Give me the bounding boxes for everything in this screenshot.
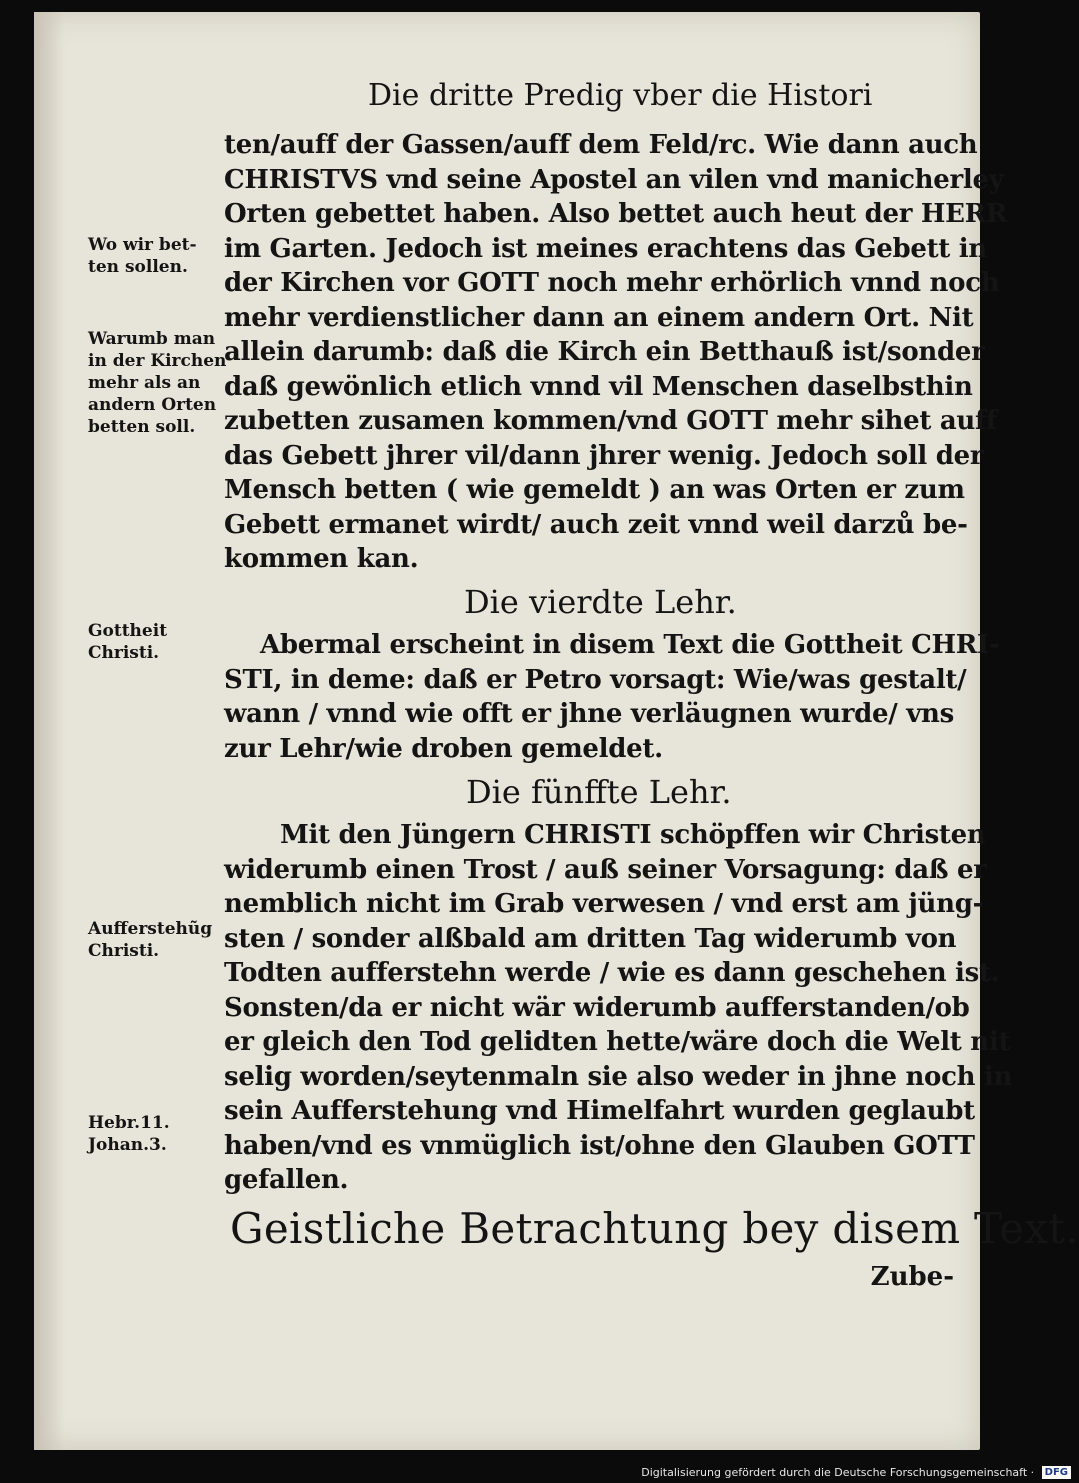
margin-note-line: Aufferstehũg bbox=[88, 919, 213, 939]
margin-note-line: ten sollen. bbox=[88, 257, 188, 277]
document-page bbox=[34, 12, 1079, 1450]
margin-note-line: in der Kirchen bbox=[88, 351, 227, 371]
margin-note-line: Christi. bbox=[88, 643, 160, 663]
text-line: CHRISTVS vnd seine Apostel an vilen vnd manicherley bbox=[224, 164, 1004, 195]
margin-note-aufferstehung bbox=[88, 918, 212, 962]
text-line: STI, in deme: daß er Petro vorsagt: Wie/was gestalt/ bbox=[224, 664, 967, 695]
margin-note-wo-wir-betten bbox=[88, 234, 197, 278]
margin-note-line: betten soll. bbox=[88, 417, 196, 437]
catchword: Zube- bbox=[870, 1262, 954, 1292]
margin-note-gottheit bbox=[88, 620, 167, 664]
text-line: Orten gebettet haben. Also bettet auch heut der HERR bbox=[224, 199, 1008, 229]
margin-note-line: Christi. bbox=[88, 941, 160, 961]
running-head: Die dritte Predig vber die Histori bbox=[368, 78, 873, 113]
text-line: haben/vnd es vnmüglich ist/ohne den Glauben GOTT bbox=[224, 1130, 975, 1161]
margin-note-line: mehr als an bbox=[88, 373, 201, 393]
footer-text: Digitalisierung gefördert durch die Deutsche Forschungsgemeinschaft · bbox=[641, 1465, 1035, 1479]
text-line: daß gewönlich etlich vnnd vil Menschen daselbsthin bbox=[224, 371, 973, 402]
section-heading-fuenffte-lehr: Die fünffte Lehr. bbox=[466, 773, 732, 811]
text-line: zubetten zusamen kommen/vnd GOTT mehr sihet auff bbox=[224, 406, 997, 436]
margin-note-line: Gottheit bbox=[88, 621, 168, 641]
text-line: mehr verdienstlicher dann an einem andern Ort. Nit bbox=[224, 302, 974, 333]
margin-note-line: Johan.3. bbox=[88, 1135, 167, 1155]
text-line: kommen kan. bbox=[224, 544, 419, 574]
margin-note-line: andern Orten bbox=[88, 395, 217, 415]
page-spine-shadow bbox=[34, 12, 64, 1450]
paragraph-betten bbox=[224, 128, 1008, 577]
dfg-logo-icon: DFG bbox=[1042, 1466, 1071, 1479]
paragraph-vierdte-lehr bbox=[224, 628, 1000, 766]
text-line: zur Lehr/wie droben gemeldet. bbox=[224, 733, 663, 764]
paragraph-fuenffte-lehr bbox=[224, 818, 1013, 1198]
text-line: im Garten. Jedoch ist meines erachtens das Gebett in bbox=[224, 233, 987, 264]
text-line: selig worden/seytenmaln sie also weder in jhne noch in bbox=[224, 1061, 1013, 1092]
margin-note-warumb-kirchen bbox=[88, 328, 226, 438]
text-line: sten / sonder alßbald am dritten Tag widerumb von bbox=[224, 923, 957, 954]
main-text-block bbox=[224, 128, 1008, 577]
text-line: gefallen. bbox=[224, 1165, 349, 1195]
section-heading-vierdte-lehr: Die vierdte Lehr. bbox=[464, 583, 737, 621]
text-line: nemblich nicht im Grab verwesen / vnd erst am jüng- bbox=[224, 889, 984, 919]
text-line: Mit den Jüngern CHRISTI schöpffen wir Christen bbox=[280, 820, 986, 850]
text-line: wann / vnnd wie offt er jhne verläugnen wurde/ vns bbox=[224, 699, 954, 729]
text-line: Mensch betten ( wie gemeldt ) an was Orten er zum bbox=[224, 475, 965, 505]
text-line: Sonsten/da er nicht wär widerumb aufferstanden/ob bbox=[224, 992, 970, 1023]
margin-note-line: Hebr.11. bbox=[88, 1113, 170, 1133]
text-line: Abermal erscheint in disem Text die Gottheit CHRI- bbox=[260, 630, 1000, 660]
text-line: der Kirchen vor GOTT noch mehr erhörlich vnnd noch bbox=[224, 268, 1000, 298]
dfg-funding-footer bbox=[641, 1466, 1071, 1480]
text-line: Gebett ermanet wirdt/ auch zeit vnnd weil darzů be- bbox=[224, 509, 968, 540]
text-line: er gleich den Tod gelidten hette/wäre doch die Welt nit bbox=[224, 1027, 1011, 1057]
text-line: das Gebett jhrer vil/dann jhrer wenig. Jedoch soll der bbox=[224, 440, 984, 471]
text-line: Todten aufferstehn werde / wie es dann geschehen ist. bbox=[224, 958, 1000, 988]
text-line: sein Aufferstehung vnd Himelfahrt wurden geglaubt bbox=[224, 1096, 975, 1126]
text-line: widerumb einen Trost / auß seiner Vorsagung: daß er bbox=[224, 854, 987, 885]
margin-note-line: Warumb man bbox=[88, 329, 216, 349]
margin-note-bible-references bbox=[88, 1112, 170, 1156]
text-line: allein darumb: daß die Kirch ein Betthauß ist/sonder bbox=[224, 337, 985, 367]
big-heading-geistliche-betrachtung: Geistliche Betrachtung bey disem Text. bbox=[230, 1204, 1079, 1253]
margin-note-line: Wo wir bet- bbox=[88, 235, 197, 255]
text-line: ten/auff der Gassen/auff dem Feld/rc. Wie dann auch bbox=[224, 130, 978, 160]
